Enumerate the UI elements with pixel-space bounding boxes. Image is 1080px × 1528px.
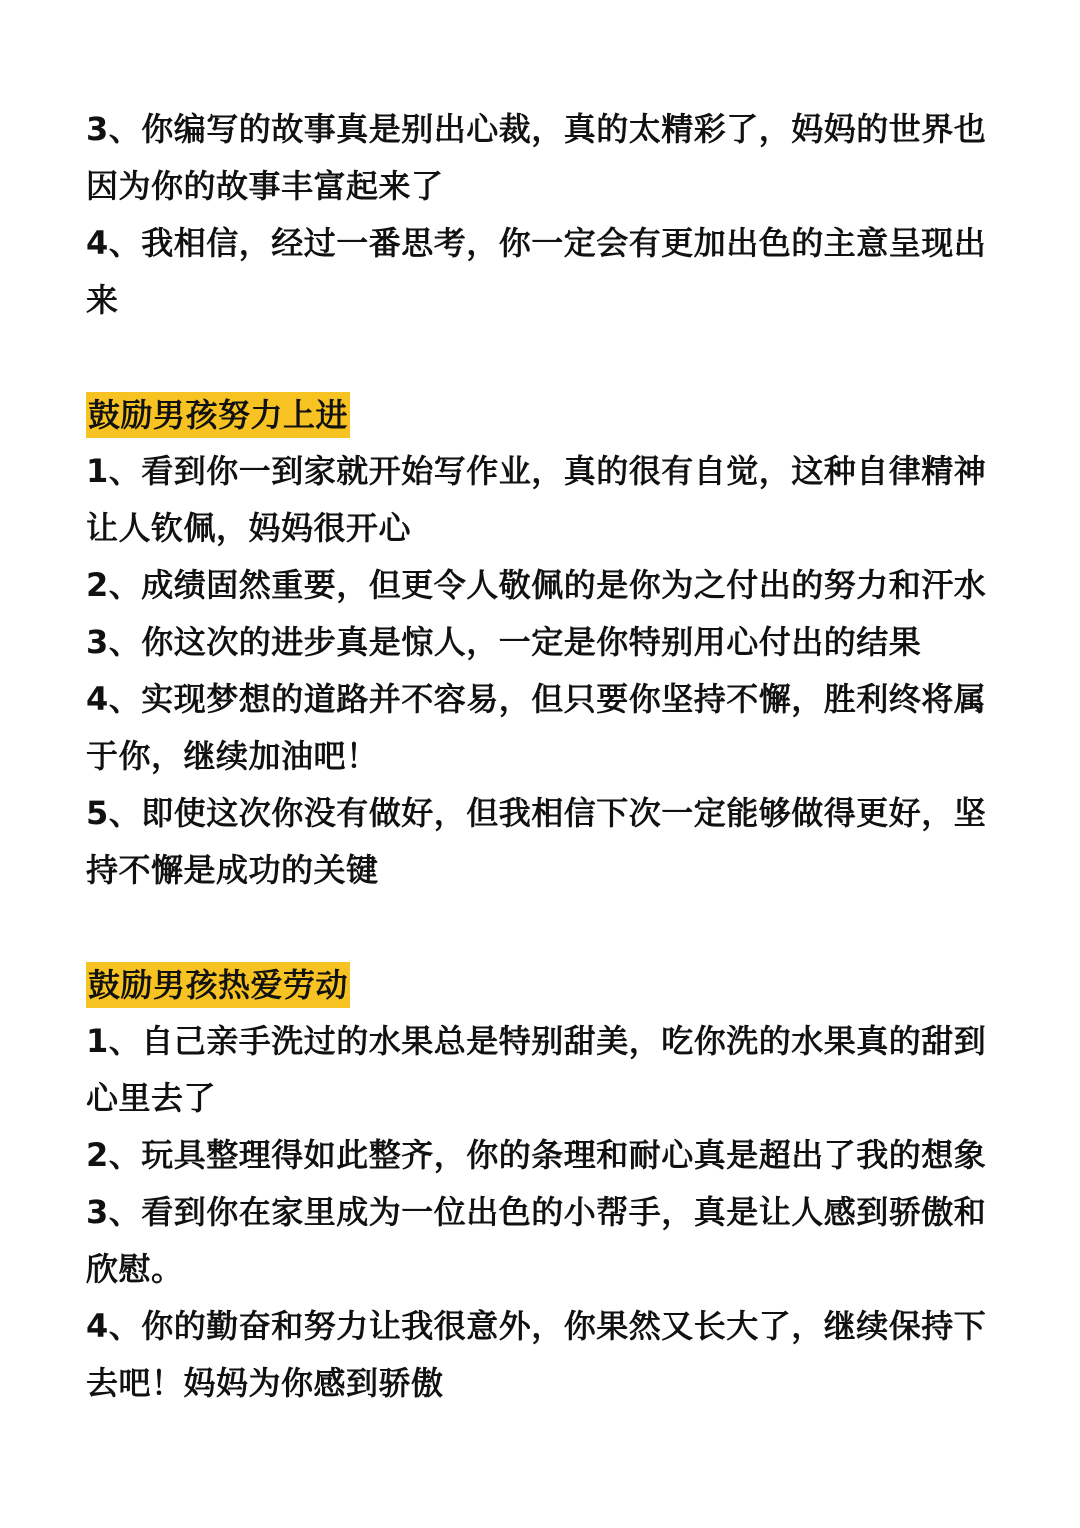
list-item: 2、成绩固然重要，但更令人敬佩的是你为之付出的努力和汗水: [86, 566, 987, 604]
list-item: 4、实现梦想的道路并不容易，但只要你坚持不懈，胜利终将属于你，继续加油吧！: [86, 680, 987, 775]
intro-list: [86, 101, 998, 329]
list-item: 5、即使这次你没有做好，但我相信下次一定能够做得更好，坚持不懈是成功的关键: [86, 794, 987, 889]
document-page: [86, 101, 998, 1412]
section-effort: [86, 386, 998, 899]
section-heading: 鼓励男孩热爱劳动: [86, 962, 350, 1008]
list-item: 2、玩具整理得如此整齐，你的条理和耐心真是超出了我的想象: [86, 1136, 987, 1174]
list-item: 1、自己亲手洗过的水果总是特别甜美，吃你洗的水果真的甜到心里去了: [86, 1022, 987, 1117]
list-item: 3、你编写的故事真是别出心裁，真的太精彩了，妈妈的世界也因为你的故事丰富起来了: [86, 110, 987, 205]
list-item: 4、你的勤奋和努力让我很意外，你果然又长大了，继续保持下去吧！妈妈为你感到骄傲: [86, 1307, 987, 1402]
list-item: 3、你这次的进步真是惊人，一定是你特别用心付出的结果: [86, 623, 922, 661]
section-labor: [86, 956, 998, 1412]
list-item: 1、看到你一到家就开始写作业，真的很有自觉，这种自律精神让人钦佩，妈妈很开心: [86, 452, 987, 547]
section-heading: 鼓励男孩努力上进: [86, 392, 350, 438]
list-item: 4、我相信，经过一番思考，你一定会有更加出色的主意呈现出来: [86, 224, 987, 319]
list-item: 3、看到你在家里成为一位出色的小帮手，真是让人感到骄傲和欣慰。: [86, 1193, 987, 1288]
